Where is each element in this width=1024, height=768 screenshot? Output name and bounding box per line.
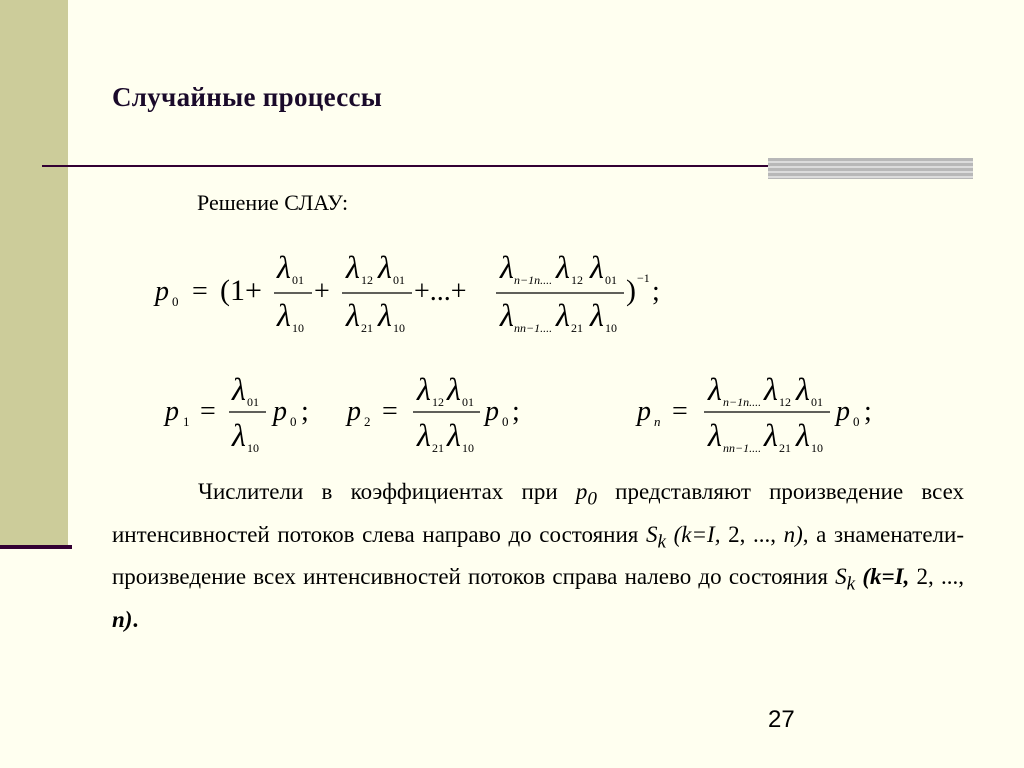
para-range-1-end: n) xyxy=(783,521,803,547)
p2-num-lambda-1: λ xyxy=(417,371,431,407)
p0-dots: +...+ xyxy=(414,276,467,307)
t2-num-lambda-1: λ xyxy=(346,249,360,285)
t3-num-lambda-2: λ xyxy=(556,249,570,285)
p0-exp: −1 xyxy=(637,271,650,285)
left-accent-line xyxy=(0,545,72,549)
pn-den-lambda-3: λ xyxy=(796,417,810,453)
p0-end: ; xyxy=(652,276,660,307)
t2-num-sub-1: 12 xyxy=(361,273,373,287)
pn-end: ; xyxy=(864,396,872,427)
p2-end: ; xyxy=(512,396,520,427)
para-range-2-end: n) xyxy=(112,606,133,632)
p0-lhs-sub: 0 xyxy=(172,294,179,309)
pn-den-sub-1: nn−1.... xyxy=(723,441,762,455)
p1-den-sub: 10 xyxy=(247,441,259,455)
p2-rhs: p xyxy=(485,396,499,427)
formula-p0 xyxy=(150,238,690,338)
para-p0-symbol: p xyxy=(575,479,588,504)
pn-den-lambda-2: λ xyxy=(764,417,778,453)
p2-num-sub-2: 01 xyxy=(462,395,474,409)
p1-num-lambda: λ xyxy=(232,371,246,407)
p2-lhs-sub: 2 xyxy=(364,414,371,429)
t2-den-lambda-2: λ xyxy=(378,297,392,333)
p2-den-lambda-2: λ xyxy=(447,417,461,453)
slide-title: Случайные процессы xyxy=(112,82,383,112)
t3-den-sub-3: 10 xyxy=(605,321,617,335)
t3-den-lambda-1: λ xyxy=(500,297,514,333)
pn-lhs-sub: n xyxy=(654,414,661,429)
left-decorative-bar xyxy=(0,0,68,545)
pn-den-sub-2: 21 xyxy=(779,441,791,455)
para-s2-symbol: S xyxy=(835,564,847,590)
para-s-symbol: S xyxy=(646,521,658,547)
subheading: Решение СЛАУ: xyxy=(197,190,349,215)
pn-num-lambda-1: λ xyxy=(708,371,722,407)
formula-pn xyxy=(632,370,892,460)
p1-rhs-sub: 0 xyxy=(290,414,297,429)
t3-den-sub-1: nn−1.... xyxy=(514,321,553,335)
p1-num-sub: 01 xyxy=(247,395,259,409)
para-range-1-num: 2, ..., xyxy=(728,521,784,547)
left-bar-edge xyxy=(68,0,71,545)
pn-num-lambda-3: λ xyxy=(796,371,810,407)
t2-den-sub-1: 21 xyxy=(361,321,373,335)
para-s-sub: k xyxy=(657,531,667,553)
p2-eq: = xyxy=(382,396,398,427)
para-p0-sub: 0 xyxy=(587,488,597,510)
t1-den-sub: 10 xyxy=(292,321,304,335)
p1-lhs-sub: 1 xyxy=(183,414,190,429)
pn-rhs-sub: 0 xyxy=(853,414,860,429)
para-range-2: (k=I, xyxy=(855,564,917,590)
pn-den-sub-3: 10 xyxy=(811,441,823,455)
pn-num-sub-2: 12 xyxy=(779,395,791,409)
t1-den-lambda: λ xyxy=(277,297,291,333)
p0-lhs: p xyxy=(155,276,169,307)
t2-den-sub-2: 10 xyxy=(393,321,405,335)
t1-num-sub: 01 xyxy=(292,273,304,287)
divider-accent-block xyxy=(768,158,973,179)
page-number: 27 xyxy=(768,706,795,733)
para-range-1: (k=I, xyxy=(666,521,729,547)
pn-num-lambda-2: λ xyxy=(764,371,778,407)
explanation-paragraph xyxy=(112,474,964,637)
t3-num-sub-3: 01 xyxy=(605,273,617,287)
p0-close: ) xyxy=(626,274,636,307)
t2-num-lambda-2: λ xyxy=(378,249,392,285)
t2-den-lambda-1: λ xyxy=(346,297,360,333)
t2-num-sub-2: 01 xyxy=(393,273,405,287)
t3-den-lambda-3: λ xyxy=(590,297,604,333)
p1-rhs: p xyxy=(273,396,287,427)
p1-den-lambda: λ xyxy=(232,417,246,453)
para-range-2-num: 2, ..., xyxy=(916,564,965,590)
pn-eq: = xyxy=(672,396,688,427)
para-part-2: представляют произведение всех интенсивностей потоков слева направо до состояния xyxy=(112,479,965,547)
t3-num-lambda-1: λ xyxy=(500,249,514,285)
p2-den-sub-1: 21 xyxy=(432,441,444,455)
formula-p2 xyxy=(342,370,542,460)
t3-num-lambda-3: λ xyxy=(590,249,604,285)
pn-den-lambda-1: λ xyxy=(708,417,722,453)
p2-lhs: p xyxy=(347,396,361,427)
pn-num-sub-3: 01 xyxy=(811,395,823,409)
p2-rhs-sub: 0 xyxy=(502,414,509,429)
pn-num-sub-1: n−1n.... xyxy=(723,395,762,409)
p2-den-sub-2: 10 xyxy=(462,441,474,455)
p0-plus: + xyxy=(314,276,330,307)
p0-open: (1+ xyxy=(220,274,262,307)
p1-lhs: p xyxy=(165,396,179,427)
para-part-1: Числители в коэффициентах при xyxy=(198,479,576,504)
p0-eq: = xyxy=(192,276,208,307)
para-end: . xyxy=(132,606,139,632)
t3-num-sub-1: n−1n.... xyxy=(514,273,553,287)
para-s2-sub: k xyxy=(846,573,856,595)
t3-den-sub-2: 21 xyxy=(571,321,583,335)
para-part-3: , а знаменатели- произведение всех интенсивностей потоков справа налево до состояния xyxy=(112,521,964,590)
pn-rhs: p xyxy=(836,396,850,427)
p2-num-sub-1: 12 xyxy=(432,395,444,409)
p2-num-lambda-2: λ xyxy=(447,371,461,407)
t3-den-lambda-2: λ xyxy=(556,297,570,333)
formula-p1 xyxy=(160,370,330,460)
p2-den-lambda-1: λ xyxy=(417,417,431,453)
t3-num-sub-2: 12 xyxy=(571,273,583,287)
p1-eq: = xyxy=(200,396,216,427)
pn-lhs: p xyxy=(637,396,651,427)
t1-num-lambda: λ xyxy=(277,249,291,285)
p1-end: ; xyxy=(301,396,309,427)
